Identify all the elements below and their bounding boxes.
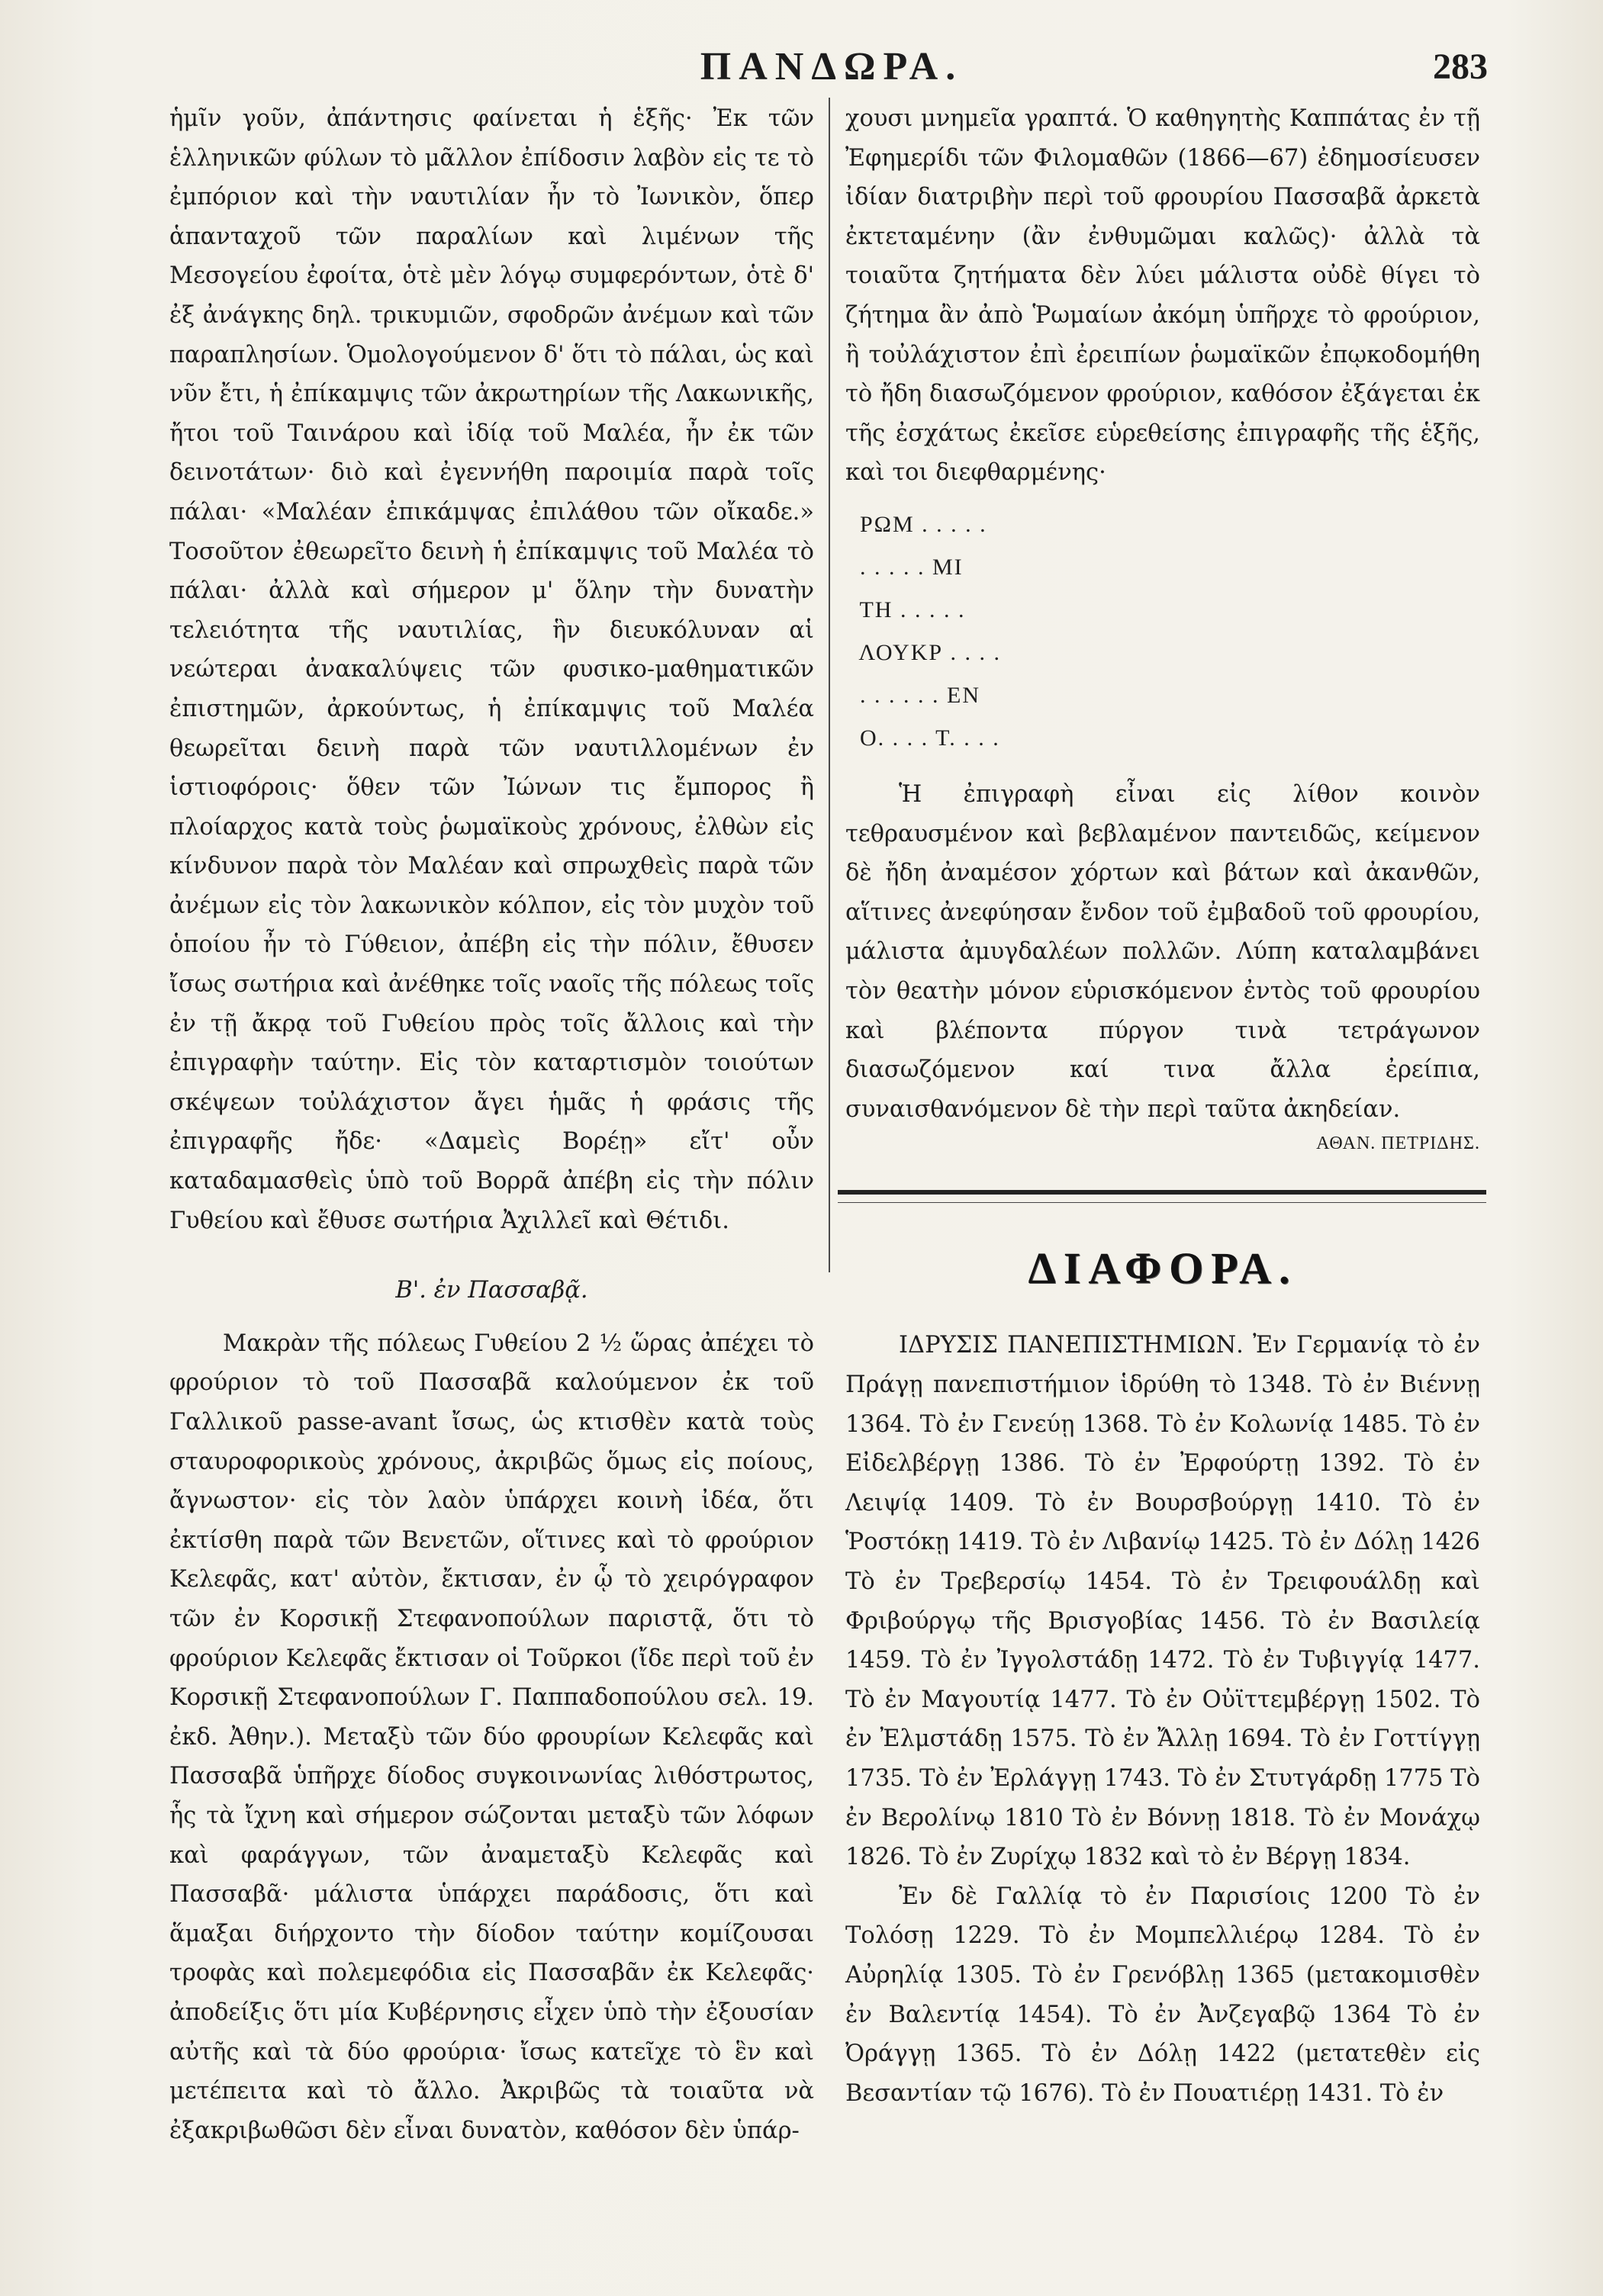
author-signature: ΑΘΑΝ. ΠΕΤΡΙΔΗΣ. (1316, 1134, 1480, 1154)
section-banner: ΔΙΑΦΟΡΑ. (1028, 1243, 1298, 1293)
section-rule-thick (838, 1190, 1486, 1195)
inscription-block (845, 503, 1480, 760)
inscription-line: . . . . . ΜΙ (845, 554, 964, 580)
inscription-line: Ο. . . . Τ. . . . (845, 725, 1000, 751)
inscription-line: . . . . . . ΕΝ (845, 682, 980, 708)
universities-paragraph: ΙΔΡΥΣΙΣ ΠΑΝΕΠΙΣΤΗΜΙΩΝ. Ἐν Γερμανίᾳ τὸ ἐν Πράγῃ πανεπιστήμιον ἱδρύθη τὸ 1348. Τὸ ἐν Βιέννῃ 1364. Τὸ ἐν Γενεύῃ 1368. Τὸ ἐν Κολωνίᾳ 1485. Τὸ ἐν Εἰδελβέργῃ 1386. Τὸ ἐν Ἐρφούρτῃ 1392. Τὸ ἐν Λειψίᾳ 1409. Τὸ ἐν Βουρσβούργῃ 1410. Τὸ ἐν Ῥοστόκῃ 1419. Τὸ ἐν Λιβανίῳ 1425. Τὸ ἐν Δόλῃ 1426 Τὸ ἐν Τρεβερσίῳ 1454. Τὸ ἐν Τρειφουάλδῃ καὶ Φριβούργῳ τῆς Βρισγοβίας 1456. Τὸ ἐν Βασιλείᾳ 1459. Τὸ ἐν Ἰγγολστάδῃ 1472. Τὸ ἐν Τυβιγγίᾳ 1477. Τὸ ἐν Μαγουτίᾳ 1477. Τὸ ἐν Οὐϊττεμβέργῃ 1502. Τὸ ἐν Ἐλμστάδῃ 1575. Τὸ ἐν Ἄλλῃ 1694. Τὸ ἐν Γοττίγγῃ 1735. Τὸ ἐν Ἐρλάγγῃ 1743. Τὸ ἐν Στυτγάρδῃ 1775 Τὸ ἐν Βερολίνῳ 1810 Τὸ ἐν Βόννῃ 1818. Τὸ ἐν Μονάχῳ 1826. Τὸ ἐν Ζυρίχῳ 1832 καὶ τὸ ἐν Βέργῃ 1834. (845, 1332, 1480, 1871)
section-heading: Β'. ἐν Πασσαβᾷ. (395, 1277, 588, 1304)
journal-title: ΠΑΝΔΩΡΑ. (700, 45, 964, 88)
france-paragraph: Ἐν δὲ Γαλλίᾳ τὸ ἐν Παρισίοις 1200 Τὸ ἐν Τολόσῃ 1229. Τὸ ἐν Μομπελλιέρῳ 1284. Τὸ ἐν Αὐρηλίᾳ 1305. Τὸ ἐν Γρενόβλῃ 1365 (μετακομισθὲν ἐν Βαλεντίᾳ 1454). Τὸ ἐν Ἀνζεγαβῷ 1364 Τὸ ἐν Ὀράγγῃ 1365. Τὸ ἐν Δόλῃ 1422 (μετατεθὲν εἰς Βεσαντίαν τῷ 1676). Τὸ ἐν Πουατιέρῃ 1431. Τὸ ἐν (845, 1883, 1480, 2107)
inscription-line: ΡΩΜ . . . . . (845, 511, 987, 537)
body-paragraph: Μακρὰν τῆς πόλεως Γυθείου 2 ½ ὥρας ἀπέχει τὸ φρούριον τὸ τοῦ Πασσαβᾶ καλούμενον ἐκ τοῦ Γαλλικοῦ passe-avant ἴσως, ὡς κτισθὲν κατὰ τοὺς σταυροφορικοὺς χρόνους, ἀκριβῶς ὅμως εἰς ποίους, ἄγνωστον· εἰς τὸν λαὸν ὑπάρχει κοινὴ ἰδέα, ὅτι ἐκτίσθη παρὰ τῶν Βενετῶν, οἵτινες καὶ τὸ φρούριον Κελεφᾶς, κατ' αὐτὸν, ἔκτισαν, ἐν ᾧ τὸ χειρόγραφον τῶν ἐν Κορσικῇ Στεφανοπούλων παριστᾷ, ὅτι τὸ φρούριον Κελεφᾶς ἔκτισαν οἱ Τοῦρκοι (ἴδε περὶ τοῦ ἐν Κορσικῇ Στεφανοπούλων Γ. Παππαδοπούλου σελ. 19. ἐκδ. Ἀθην.). Μεταξὺ τῶν δύο φρουρίων Κελεφᾶς καὶ Πασσαβᾶ ὑπῆρχε δίοδος συγκοινωνίας λιθόστρωτος, ἧς τὰ ἴχνη καὶ σήμερον σώζονται μεταξὺ τῶν λόφων καὶ φαράγγων, τῶν ἀναμεταξὺ Κελεφᾶς καὶ Πασσαβᾶ· μάλιστα ὑπάρχει παράδοσις, ὅτι καὶ ἅμαξαι διήρχοντο τὴν δίοδον ταύτην κομίζουσαι τροφὰς καὶ πολεμεφόδια εἰς Πασσαβᾶν ἐκ Κελεφᾶς· ἀποδείξις ὅτι μία Κυβέρνησις εἶχεν ὑπὸ τὴν ἐξουσίαν αὐτῆς καὶ τὰ δύο φρούρια· ἴσως κατεῖχε τὸ ἓν καὶ μετέπειτα καὶ τὸ ἄλλο. Ἀκριβῶς τὰ τοιαῦτα νὰ ἐξακριβωθῶσι δὲν εἶναι δυνατὸν, καθόσον δὲν ὑπάρ- (169, 1330, 814, 2144)
inscription-line: ΤΗ . . . . . (845, 597, 966, 622)
column-divider (829, 98, 830, 1272)
body-paragraph: ἡμῖν γοῦν, ἀπάντησις φαίνεται ἡ ἑξῆς· Ἐκ τῶν ἑλληνικῶν φύλων τὸ μᾶλλον ἐπίδοσιν λαβὸν εἰς τε τὸ ἐμπόριον καὶ τὴν ναυτιλίαν ἦν τὸ Ἰωνικὸν, ὅπερ ἁπανταχοῦ τῶν παραλίων καὶ λιμένων τῆς Μεσογείου ἐφοίτα, ὁτὲ μὲν λόγῳ συμφερόντων, ὁτὲ δ' ἐξ ἀνάγκης δηλ. τρικυμιῶν, σφοδρῶν ἀνέμων καὶ τῶν παραπλησίων. Ὁμολογούμενον δ' ὅτι τὸ πάλαι, ὡς καὶ νῦν ἔτι, ἡ ἐπίκαμψις τῶν ἀκρωτηρίων τῆς Λακωνικῆς, ἤτοι τοῦ Ταινάρου καὶ ἰδίᾳ τοῦ Μαλέα, ἦν ἐκ τῶν δεινοτάτων· διὸ καὶ ἐγεννήθη παροιμία παρὰ τοῖς πάλαι· «Μαλέαν ἐπικάμψας ἐπιλάθου τῶν οἴκαδε.» Τοσοῦτον ἐθεωρεῖτο δεινὴ ἡ ἐπίκαμψις τοῦ Μαλέα τὸ πάλαι· ἀλλὰ καὶ σήμερον μ' ὅλην τὴν δυνατὴν τελειότητα τῆς ναυτιλίας, ἣν διευκόλυναν αἱ νεώτεραι ἀνακαλύψεις τῶν φυσικο-μαθηματικῶν ἐπιστημῶν, ἀρκούντως, ἡ ἐπίκαμψις τοῦ Μαλέα θεωρεῖται δεινὴ παρὰ τῶν ναυτιλλομένων ἐν ἱστιοφόροις· ὅθεν τῶν Ἰώνων τις ἔμπορος ἢ πλοίαρχος κατὰ τοὺς ῥωμαϊκοὺς χρόνους, ἐλθὼν εἰς κίνδυνον παρὰ τὸν Μαλέαν καὶ σπρωχθεὶς παρὰ τῶν ἀνέμων εἰς τὸν λακωνικὸν κόλπον, εἰς τὸν μυχὸν τοῦ ὁποίου ἦν τὸ Γύθειον, ἀπέβη εἰς τὴν πόλιν, ἔθυσεν ἴσως σωτήρια καὶ ἀνέθηκε τοῖς ναοῖς τῆς πόλεως τοῖς ἐν τῇ ἄκρᾳ τοῦ Γυθείου πρὸς τοῖς ἄλλοις καὶ τὴν ἐπιγραφὴν ταύτην. Εἰς τὸν καταρτισμὸν τοιούτων σκέψεων τοὐλάχιστον ἄγει ἡμᾶς ἡ φράσις τῆς ἐπιγραφῆς ἤδε· «Δαμεὶς Βορέῃ» εἴτ' οὖν καταδαμασθεὶς ὑπὸ τοῦ Βορρᾶ ἀπέβη εἰς τὴν πόλιν Γυθείου καὶ ἔθυσε σωτήρια Ἀχιλλεῖ καὶ Θέτιδι. (169, 105, 814, 1234)
left-column (169, 99, 814, 2150)
section-rule-thin (838, 1202, 1486, 1203)
page-number: 283 (1433, 47, 1488, 87)
right-column (845, 99, 1480, 2113)
body-paragraph: Ἡ ἐπιγραφὴ εἶναι εἰς λίθον κοινὸν τεθραυσμένον καὶ βεβλαμένον παντειδῶς, κείμενον δὲ ἤδη ἀναμέσον χόρτων καὶ βάτων καὶ ἀκανθῶν, αἵτινες ἀνεφύησαν ἔνδον τοῦ ἐμβαδοῦ τοῦ φρουρίου, μάλιστα ἀμυγδαλέων πολλῶν. Λύπη καταλαμβάνει τὸν θεατὴν μόνον εὑρισκόμενον ἐντὸς τοῦ φρουρίου καὶ βλέποντα πύργον τινὰ τετράγωνον διασωζόμενον καί τινα ἄλλα ἐρείπια, συναισθανόμενον δὲ τὴν περὶ ταῦτα ἀκηδείαν. (845, 780, 1480, 1123)
inscription-line: ΛΟΥΚΡ . . . . (845, 639, 1002, 665)
body-paragraph: χουσι μνημεῖα γραπτά. Ὁ καθηγητὴς Καππάτας ἐν τῇ Ἐφημερίδι τῶν Φιλομαθῶν (1866—67) ἐδημοσίευσεν ἰδίαν διατριβὴν περὶ τοῦ φρουρίου Πασσαβᾶ ἀρκετὰ ἐκτεταμένην (ἂν ἐνθυμῶμαι καλῶς)· ἀλλὰ τὰ τοιαῦτα ζητήματα δὲν λύει μάλιστα οὐδὲ θίγει τὸ ζήτημα ἂν ἀπὸ Ῥωμαίων ἀκόμη ὑπῆρχε τὸ φρούριον, ἢ τοὐλάχιστον ἐπὶ ἐρειπίων ῥωμαϊκῶν ἐπῳκοδομήθη τὸ ἤδη διασωζόμενον φρούριον, καθόσον ἐξάγεται ἐκ τῆς ἐσχάτως ἐκεῖσε εὑρεθείσης ἐπιγραφῆς τῆς ἑξῆς, καὶ τοι διεφθαρμένης· (845, 105, 1480, 487)
